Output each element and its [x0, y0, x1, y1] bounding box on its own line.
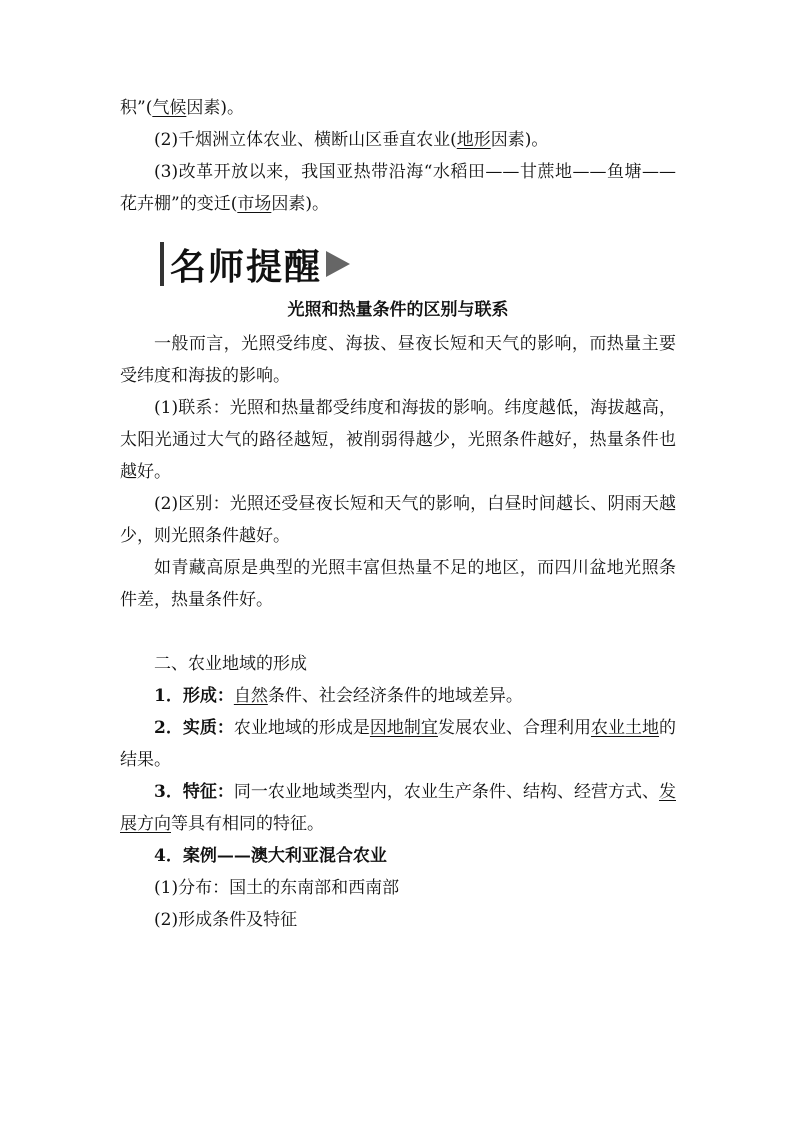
paragraph: (2)区别：光照还受昼夜长短和天气的影响，白昼时间越长、阴雨天越少，则光照条件越好。 [120, 494, 676, 546]
text-span: 农业地域的形成是 [233, 718, 370, 738]
underlined-term: 气候 [152, 98, 187, 118]
text-span: 同一农业地域类型内，农业生产条件、结构、经营方式、 [233, 782, 659, 802]
item-label: 3．特征： [154, 782, 234, 802]
paragraph: (1)联系：光照和热量都受纬度和海拔的影响。纬度越低，海拔越高，太阳光通过大气的路径越短，被削弱得越少，光照条件越好，热量条件也越好。 [120, 398, 676, 482]
underlined-term: 地形 [456, 130, 491, 150]
text-span: 因素)。 [186, 98, 244, 118]
text-span: 条件、社会经济条件的地域差异。 [267, 686, 523, 706]
list-item [120, 124, 676, 156]
underlined-term: 市场 [237, 194, 272, 214]
list-item [120, 156, 676, 220]
text-line [120, 92, 676, 124]
section-heading: 二、农业地域的形成 [154, 654, 307, 674]
paragraph: 一般而言，光照受纬度、海拔、昼夜长短和天气的影响，而热量主要受纬度和海拔的影响。 [120, 334, 676, 386]
item-label: 1．形成： [154, 686, 234, 706]
text-span: (3)改革开放以来，我国亚热带沿海“水稻田——甘蔗地——鱼塘——花卉棚”的变迁( [120, 162, 676, 214]
list-item [120, 712, 676, 776]
paragraph: 如青藏高原是典型的光照丰富但热量不足的地区，而四川盆地光照条件差，热量条件好。 [120, 558, 676, 610]
list-item: (2)形成条件及特征 [154, 910, 298, 930]
tip-subtitle: 光照和热量条件的区别与联系 [287, 300, 509, 320]
tip-banner [160, 238, 676, 290]
list-item [120, 776, 676, 840]
banner-bar [160, 242, 164, 286]
list-item [120, 680, 676, 712]
list-item: (1)分布：国土的东南部和西南部 [154, 878, 400, 898]
underlined-term: 自然 [233, 686, 268, 706]
text-span: 的结果。 [120, 718, 677, 770]
list-item: 4．案例——澳大利亚混合农业 [154, 846, 387, 866]
text-span: 因素)。 [490, 130, 549, 150]
text-span: 因素)。 [271, 194, 329, 214]
underlined-term: 因地制宜 [369, 718, 438, 738]
document-content [120, 92, 676, 936]
text-span: 积”( [120, 98, 153, 118]
underlined-term: 农业土地 [590, 718, 660, 738]
banner-title: 名师提醒 [170, 246, 323, 288]
text-span: 发展农业、合理利用 [437, 718, 591, 738]
item-label: 2．实质： [154, 718, 234, 738]
text-span: 等具有相同的特征。 [171, 814, 324, 834]
underlined-term: 发展方向 [120, 782, 676, 834]
triangle-arrow-icon [326, 251, 350, 277]
spacer [120, 616, 676, 648]
text-span: (2)千烟洲立体农业、横断山区垂直农业( [154, 130, 457, 150]
